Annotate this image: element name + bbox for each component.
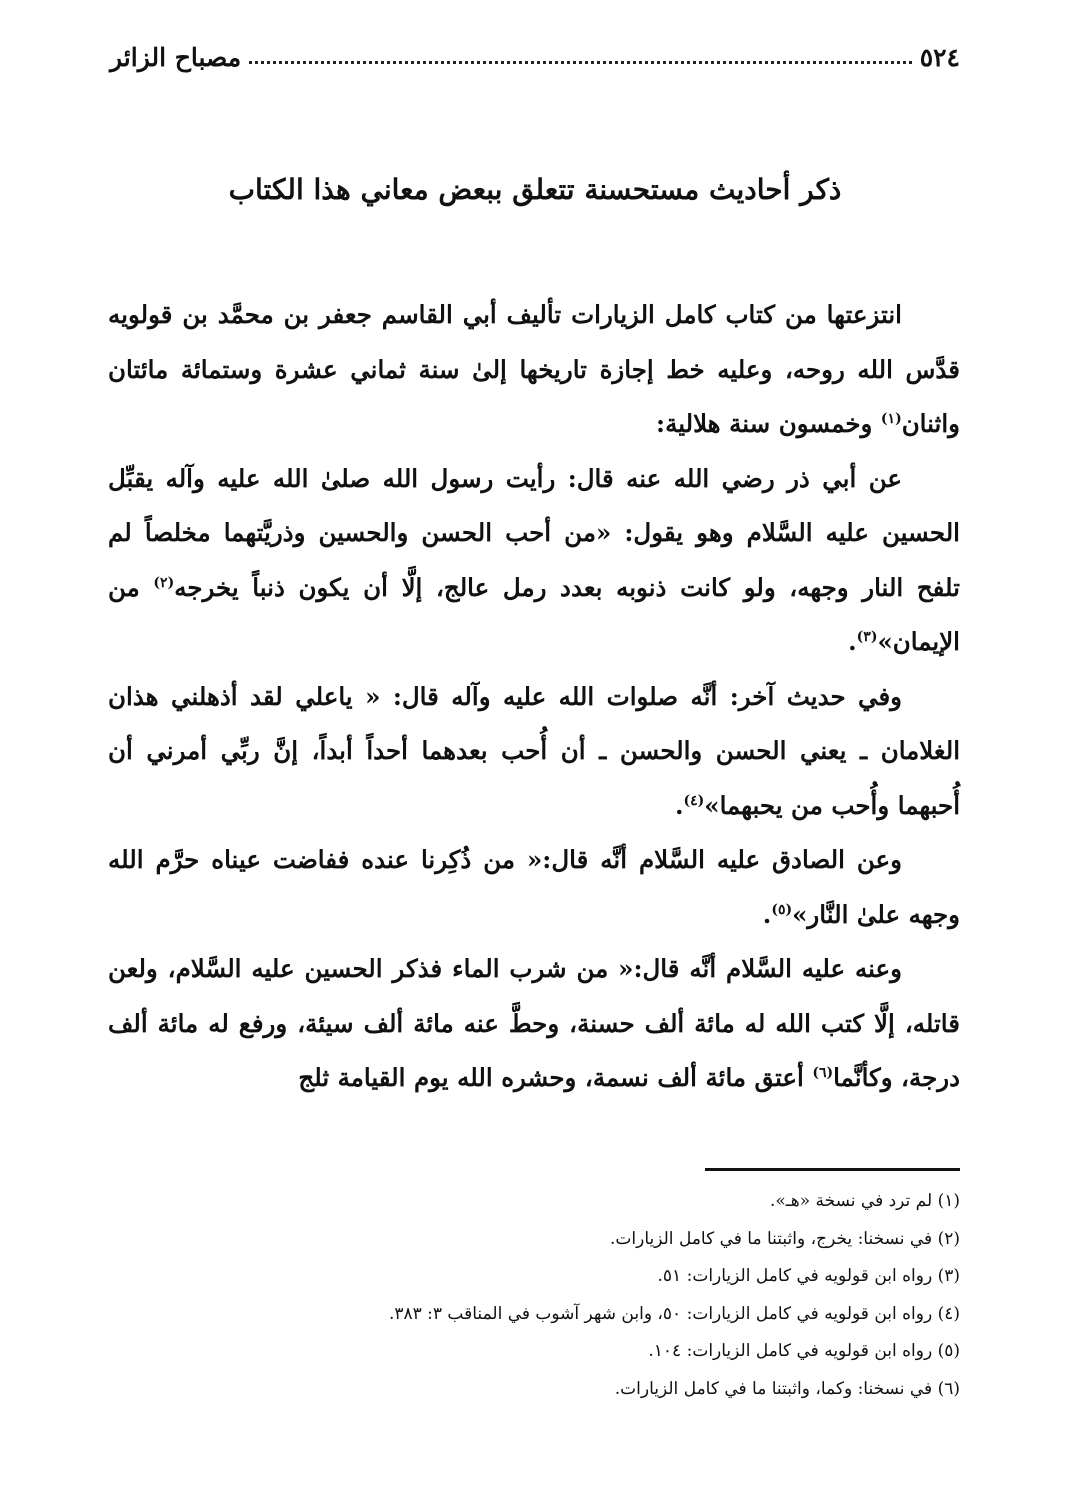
paragraph-text: . [848, 627, 857, 656]
footnote-separator [705, 1168, 960, 1171]
paragraph-text: وخمسون سنة هلالية: [656, 409, 881, 438]
paragraph-text: وعن الصادق عليه السَّلام أنَّه قال:« من ذُكِرنا عنده ففاضت عيناه حرَّم الله وجهه علىٰ النَّار» [108, 845, 960, 929]
footnote-1: (١) لم ترد في نسخة «هـ». [769, 1191, 960, 1211]
paragraph-text: . [674, 790, 684, 820]
footnote-5: (٥) رواه ابن قولويه في كامل الزيارات: ١٠٤. [648, 1341, 960, 1361]
paragraph-2 [108, 452, 960, 670]
paragraph-5 [108, 942, 960, 1106]
paragraph-text: انتزعتها من كتاب كامل الزيارات تأليف أبي القاسم جعفر بن محمَّد بن قولويه قدَّس الله روحه، وعليه خط إجازة تاريخها إلىٰ سنة ثماني عشرة وستمائة مائتان واثنان [108, 300, 960, 438]
footnote-ref: (٣) [856, 628, 878, 645]
header-leader-dots [249, 51, 912, 64]
page-number: ٥٢٤ [919, 42, 960, 72]
footnote-4: (٤) رواه ابن قولويه في كامل الزيارات: ٥٠، وابن شهر آشوب في المناقب ٣: ٣٨٣. [388, 1303, 960, 1324]
paragraph-3 [108, 670, 960, 834]
running-header [110, 22, 960, 92]
paragraph-text: من الإيمان» [108, 572, 960, 656]
footnote-3: (٣) رواه ابن قولويه في كامل الزيارات: ٥١. [657, 1266, 960, 1286]
footnote-2: (٢) في نسخنا: يخرج، واثبتنا ما في كامل الزيارات. [610, 1228, 960, 1249]
chapter-title: ذكر أحاديث مستحسنة تتعلق ببعض معاني هذا الكتاب [228, 173, 842, 206]
body-text [108, 288, 960, 1106]
paragraph-text: وعنه عليه السَّلام أنَّه قال:« من شرب الماء فذكر الحسين عليه السَّلام، ولعن قاتله، إلَّا كتب الله له مائة ألف حسنة، وحطَّ عنه مائة ألف سيئة، ورفع له مائة ألف درجة، وكأنَّما [108, 954, 960, 1092]
footnotes [110, 1183, 960, 1408]
footnote-ref: (٦) [812, 1064, 834, 1081]
paragraph-text: وفي حديث آخر: أنَّه صلوات الله عليه وآله قال: « ياعلي لقد أذهلني هذان الغلامان ـ يعني الحسن والحسن ـ أن أُحب بعدهما أحداً أبداً، إنَّ ربِّي أمرني أن أُحبهما وأُحب من يحبهما» [108, 681, 960, 820]
paragraph-text: . [762, 899, 772, 929]
footnote-ref: (٥) [771, 901, 793, 918]
paragraph-text: أعتق مائة ألف نسمة، وحشره الله يوم القيامة ثلج [298, 1063, 813, 1092]
paragraph-text: عن أبي ذر رضي الله عنه قال: رأيت رسول الله صلىٰ الله عليه وآله يقبِّل الحسين عليه السَّلام وهو يقول: «من أحب الحسن والحسين وذريَّتهما مخلصاً لم تلفح النار وجهه، ولو كانت ذنوبه بعدد رمل عالج، إلَّا أن يكون ذنباً يخرجه [108, 463, 960, 602]
footnote-ref: (٢) [153, 574, 175, 591]
footnote-ref: (٤) [683, 792, 705, 809]
book-title: مصباح الزائر [110, 42, 242, 72]
paragraph-4 [108, 833, 960, 942]
footnote-6: (٦) في نسخنا: وكما، واثبتنا ما في كامل الزيارات. [614, 1378, 960, 1399]
footnote-ref: (١) [880, 410, 902, 427]
paragraph-1 [108, 288, 960, 452]
